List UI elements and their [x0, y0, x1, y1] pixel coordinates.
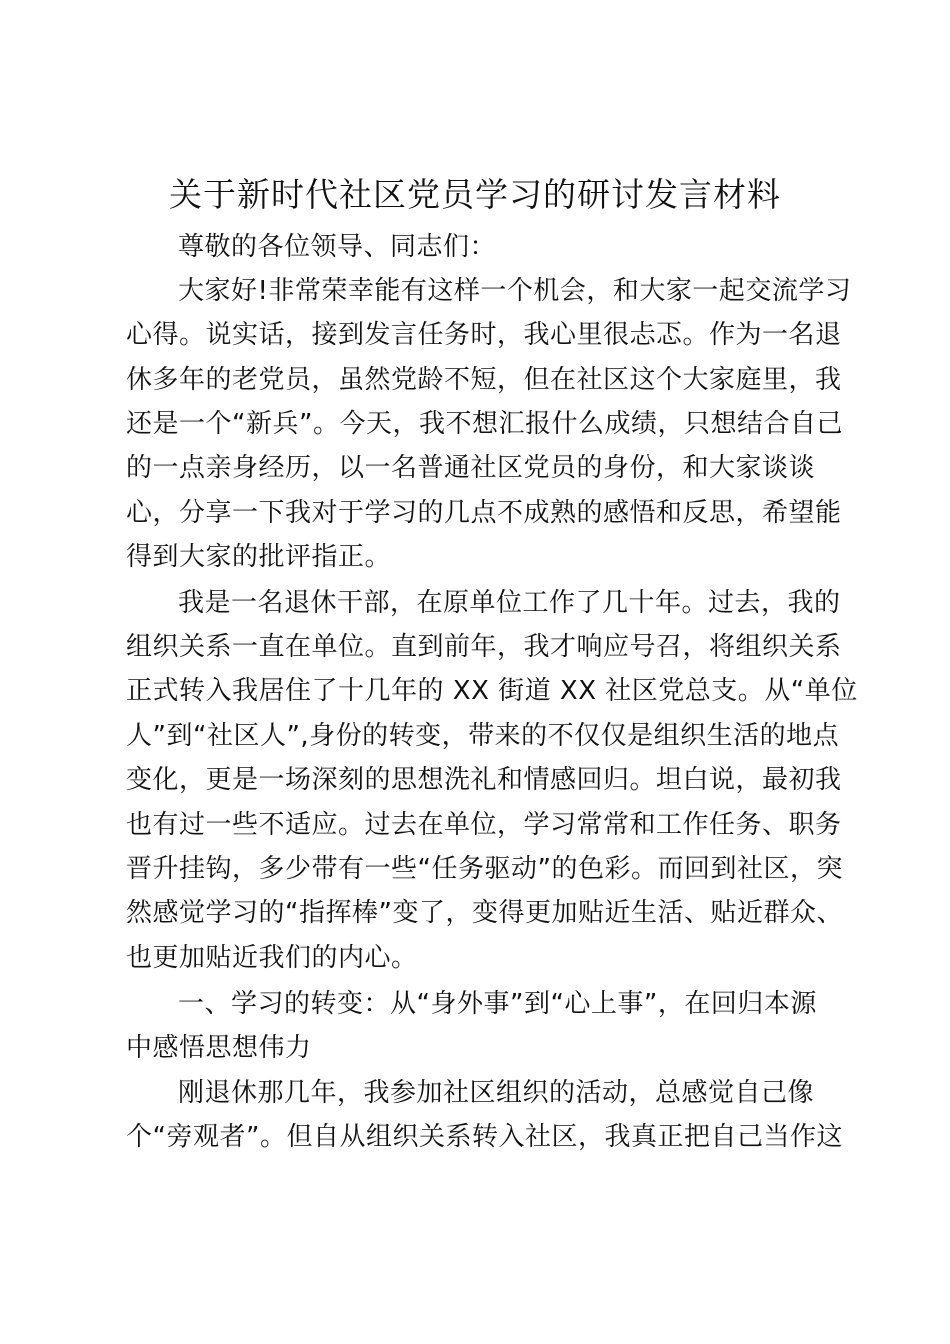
paragraph-line: 的一点亲身经历，以一名普通社区党员的身份，和大家谈谈 [126, 453, 816, 483]
paragraph-line: 也有过一些不适应。过去在单位，学习常常和工作任务、职务 [126, 810, 842, 840]
paragraph-line: 个“旁观者”。但自从组织关系转入社区，我真正把自己当作这 [126, 1122, 843, 1152]
paragraph-line: 我是一名退休干部，在原单位工作了几十年。过去，我的 [178, 588, 841, 618]
paragraph-line: 大家好!非常荣幸能有这样一个机会，和大家一起交流学习 [178, 276, 852, 306]
paragraph-line: 心，分享一下我对于学习的几点不成熟的感悟和反思，希望能 [126, 498, 842, 528]
paragraph-line: 也更加贴近我们的内心。 [126, 943, 418, 973]
paragraph-line: 休多年的老党员，虽然党龄不短，但在社区这个大家庭里，我 [126, 365, 842, 395]
paragraph-line: 还是一个“新兵”。今天，我不想汇报什么成绩，只想结合自己 [126, 409, 843, 439]
paragraph-line: 晋升挂钩，多少带有一些“任务驱动”的色彩。而回到社区，突 [126, 854, 843, 884]
page-title: 关于新时代社区党员学习的研讨发言材料 [169, 175, 781, 214]
paragraph-line: 组织关系一直在单位。直到前年，我才响应号召，将组织关系 [126, 632, 842, 662]
paragraph-line: 变化，更是一场深刻的思想洗礼和情感回归。坦白说，最初我 [126, 765, 842, 795]
paragraph-line: 心得。说实话，接到发言任务时，我心里很忐忑。作为一名退 [126, 320, 842, 350]
paragraph-line: 正式转入我居住了十几年的 XX 街道 XX 社区党总支。从“单位 [126, 676, 858, 706]
paragraph-line: 刚退休那几年，我参加社区组织的活动，总感觉自己像 [178, 1078, 815, 1108]
paragraph-line: 然感觉学习的“指挥棒”变了，变得更加贴近生活、贴近群众、 [126, 898, 843, 928]
salutation: 尊敬的各位领导、同志们： [178, 232, 497, 262]
section-heading: 中感悟思想伟力 [126, 1033, 312, 1063]
paragraph-line: 人”到“社区人”,身份的转变，带来的不仅仅是组织生活的地点 [126, 721, 840, 751]
paragraph-line: 得到大家的批评指正。 [126, 542, 392, 572]
section-heading: 一、学习的转变：从“身外事”到“心上事”，在回归本源 [178, 989, 817, 1019]
